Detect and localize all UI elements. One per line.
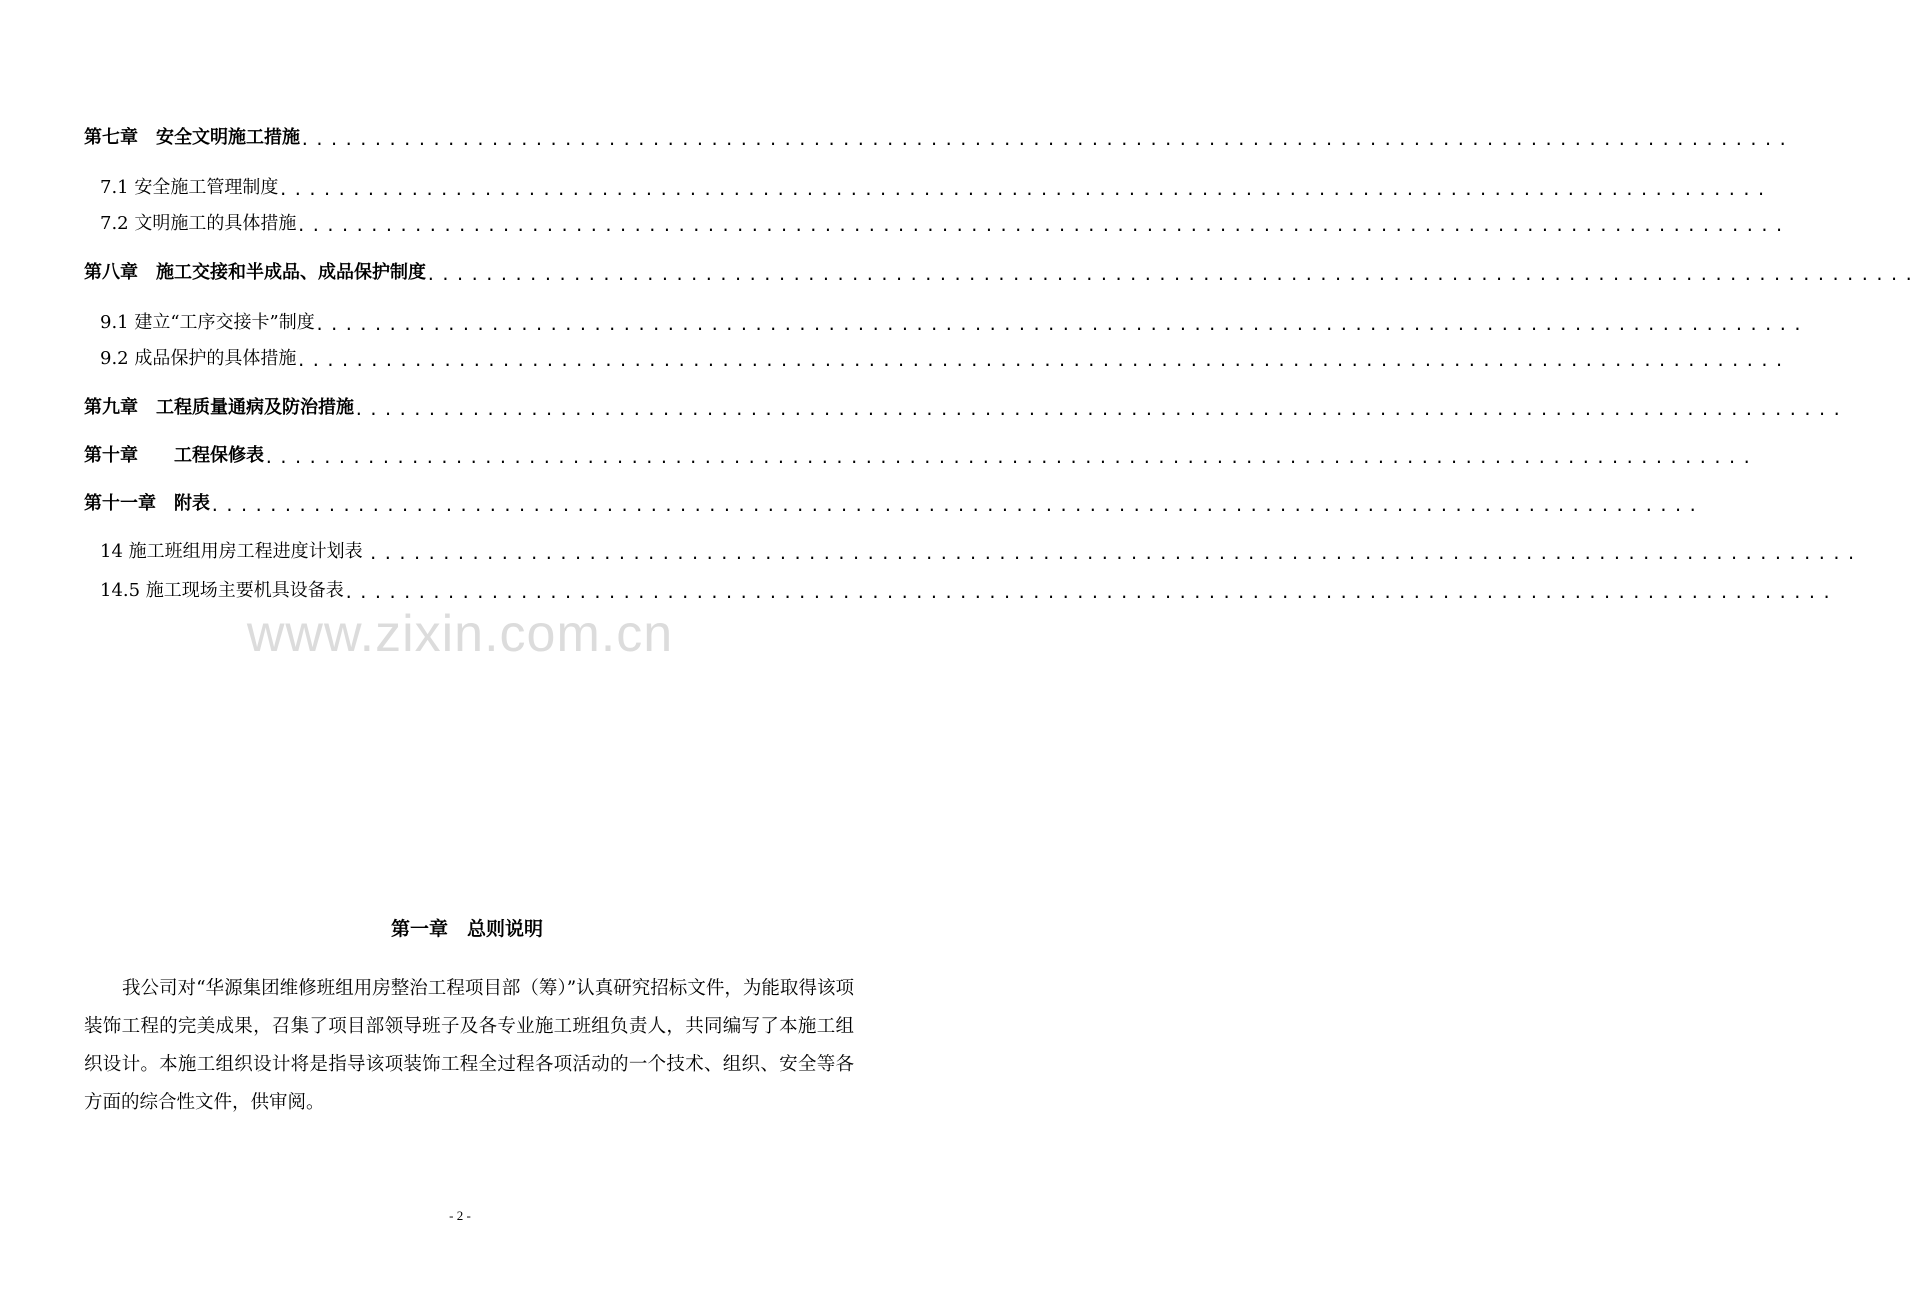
- toc-dot-leader: ......................................................................................................: [210, 496, 1703, 515]
- toc-entry: [100, 170, 1771, 200]
- toc-dot-leader: ......................................................................................................: [278, 180, 1771, 199]
- toc-dot-leader: ......................................................................................................: [296, 351, 1789, 370]
- toc-entry: [100, 206, 1789, 236]
- toc-dot-leader: ......................................................................................................: [368, 544, 1861, 563]
- toc-entry-label: 第八章 施工交接和半成品、成品保护制度: [84, 262, 426, 283]
- toc-dot-leader: ......................................................................................................: [264, 448, 1757, 467]
- toc-entry: [84, 486, 1703, 516]
- toc-dot-leader: ......................................................................................................: [426, 265, 1919, 284]
- toc-entry-label: 14 施工班组用房工程进度计划表: [100, 541, 369, 562]
- toc-dot-leader: ......................................................................................................: [343, 583, 1837, 602]
- toc-entry-label: 第九章 工程质量通病及防治措施: [84, 397, 354, 418]
- toc-entry: [84, 390, 1847, 420]
- toc-entry-label: 9.1 建立“工序交接卡”制度: [100, 312, 315, 333]
- chapter-heading: 第一章 总则说明: [390, 918, 543, 940]
- page-number: - 2 -: [449, 1208, 471, 1223]
- toc-entry-label: 7.2 文明施工的具体措施: [100, 213, 297, 234]
- toc-dot-leader: ......................................................................................................: [296, 216, 1789, 235]
- toc-entry-label: 第七章 安全文明施工措施: [84, 127, 300, 148]
- toc-entry-label: 第十一章 附表: [84, 493, 210, 514]
- toc-entry: [84, 438, 1757, 468]
- toc-entry: [100, 305, 1808, 335]
- toc-entry: [84, 255, 1919, 285]
- toc-entry-label: 第十章 工程保修表: [84, 445, 264, 466]
- toc-dot-leader: ......................................................................................................: [314, 315, 1808, 334]
- toc-entry-label: 7.1 安全施工管理制度: [100, 177, 279, 198]
- toc-entry-label: 9.2 成品保护的具体措施: [100, 348, 297, 369]
- toc-entry: [100, 534, 1861, 564]
- toc-entry: [100, 341, 1789, 371]
- toc-dot-leader: ......................................................................................................: [354, 400, 1847, 419]
- toc-entry-label: 14.5 施工现场主要机具设备表: [100, 580, 344, 601]
- body-paragraph: 我公司对“华源集团维修班组用房整治工程项目部（筹）”认真研究招标文件，为能取得该项装饰工程的完美成果，召集了项目部领导班子及各专业施工班组负责人，共同编写了本施工组织设计。本施工组织设计将是指导该项装饰工程全过程各项活动的一个技术、组织、安全等各方面的综合性文件，供审阅。: [84, 978, 854, 1113]
- watermark: www.zixin.com.cn: [246, 605, 674, 663]
- toc-entry: [100, 573, 1837, 603]
- toc-dot-leader: ......................................................................................................: [300, 130, 1793, 149]
- toc-entry: [84, 120, 1793, 150]
